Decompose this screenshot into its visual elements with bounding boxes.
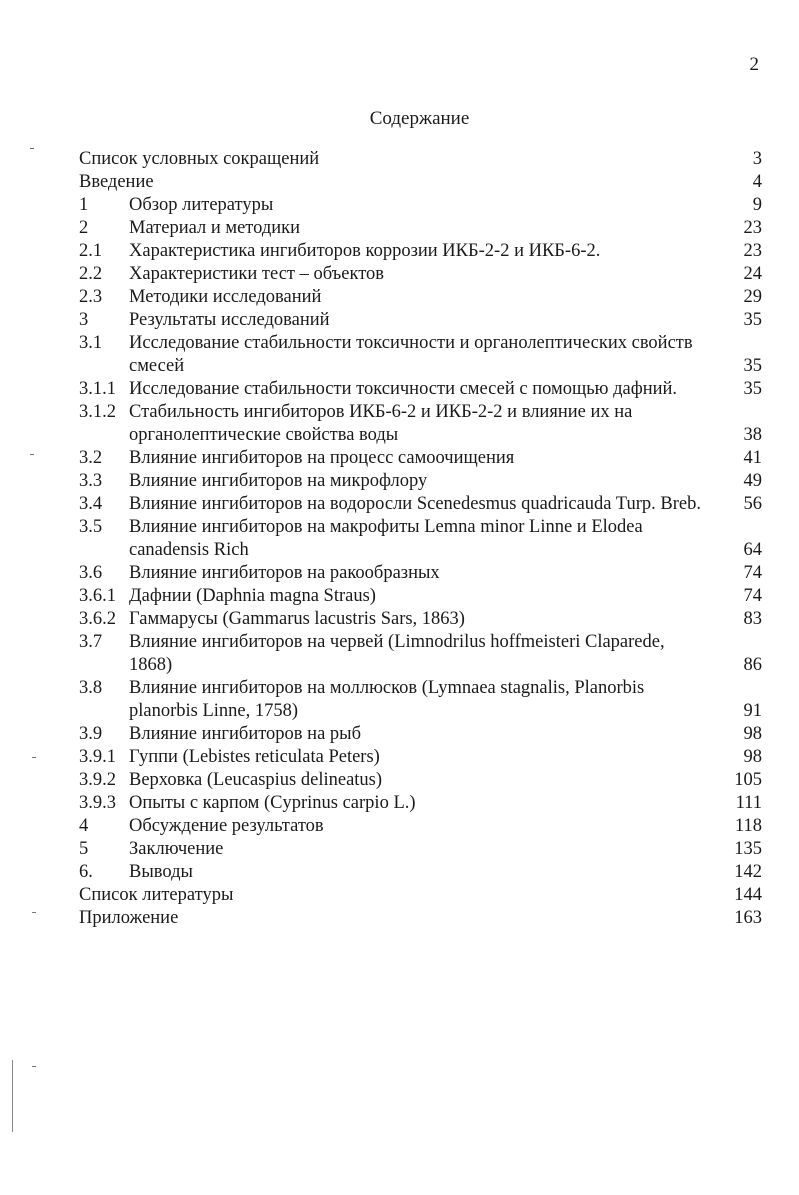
toc-entry-title: Характеристика ингибиторов коррозии ИКБ-2-2 и ИКБ-6-2.	[129, 241, 601, 261]
table-of-contents	[79, 148, 762, 930]
toc-entry	[79, 217, 762, 240]
toc-entry-page: 29	[743, 287, 762, 307]
toc-entry	[79, 447, 762, 470]
toc-entry-number: 3	[79, 310, 89, 330]
toc-entry	[79, 286, 762, 309]
toc-entry	[79, 631, 762, 677]
scan-mark	[30, 148, 34, 149]
toc-title: Содержание	[369, 108, 470, 129]
toc-entry-title: Характеристики тест – объектов	[129, 264, 385, 284]
toc-entry-number: 3.4	[79, 494, 103, 514]
toc-entry-title: Влияние ингибиторов на рыб	[129, 724, 361, 744]
toc-entry	[79, 401, 762, 447]
toc-entry-page: 142	[734, 862, 762, 882]
toc-entry	[79, 769, 762, 792]
toc-entry-title: Влияние ингибиторов на ракообразных	[129, 563, 440, 583]
toc-entry-title: Выводы	[129, 862, 193, 882]
toc-entry	[79, 171, 762, 194]
toc-entry-title: Введение	[79, 172, 154, 192]
toc-entry-number: 3.3	[79, 471, 103, 491]
toc-entry	[79, 677, 762, 723]
toc-entry-number: 3.6.2	[79, 609, 116, 629]
toc-entry-page: 4	[752, 172, 762, 192]
toc-entry-title: Заключение	[129, 839, 224, 859]
scan-mark	[32, 1066, 36, 1067]
toc-entry-number: 1	[79, 195, 89, 215]
toc-entry-page: 38	[743, 425, 762, 445]
toc-entry	[79, 263, 762, 286]
toc-entry-number: 3.1.1	[79, 379, 116, 399]
toc-entry-title: Стабильность ингибиторов ИКБ-6-2 и ИКБ-2-2 и влияние их на органолептические свойства воды	[129, 402, 633, 445]
toc-entry	[79, 516, 762, 562]
toc-entry-page: 64	[743, 540, 762, 560]
toc-entry-title: Список литературы	[79, 885, 234, 905]
toc-entry-number: 2	[79, 218, 89, 238]
toc-entry-number: 4	[79, 816, 89, 836]
toc-entry-title: Гуппи (Lebistes reticulata Peters)	[129, 747, 380, 767]
toc-entry-number: 3.1.2	[79, 402, 116, 422]
toc-entry	[79, 585, 762, 608]
toc-entry-title: Верховка (Leucaspius delineatus)	[129, 770, 383, 790]
toc-entry-page: 91	[743, 701, 762, 721]
toc-entry-title: Результаты исследований	[129, 310, 330, 330]
toc-entry	[79, 792, 762, 815]
toc-entry	[79, 194, 762, 217]
toc-entry-page: 83	[743, 609, 762, 629]
toc-entry-page: 105	[734, 770, 762, 790]
toc-entry-number: 3.8	[79, 678, 103, 698]
toc-entry-page: 3	[752, 149, 762, 169]
toc-entry-page: 23	[743, 241, 762, 261]
toc-entry-page: 144	[734, 885, 762, 905]
toc-entry-title: Обсуждение результатов	[129, 816, 324, 836]
toc-entry-number: 2.3	[79, 287, 103, 307]
toc-entry	[79, 815, 762, 838]
toc-entry-page: 49	[743, 471, 762, 491]
scan-edge-line	[12, 1060, 13, 1132]
toc-entry	[79, 493, 762, 516]
toc-entry-number: 3.1	[79, 333, 103, 353]
toc-entry-title: Дафнии (Daphnia magna Straus)	[129, 586, 376, 606]
toc-entry-number: 3.7	[79, 632, 103, 652]
toc-entry-title: Материал и методики	[129, 218, 301, 238]
toc-entry-page: 111	[735, 793, 762, 813]
toc-entry-title: Список условных сокращений	[79, 149, 320, 169]
toc-entry	[79, 148, 762, 171]
page-number: 2	[749, 54, 759, 75]
toc-entry-page: 56	[743, 494, 762, 514]
toc-entry-title: Методики исследований	[129, 287, 322, 307]
toc-entry	[79, 332, 762, 378]
toc-entry-number: 3.9.3	[79, 793, 116, 813]
toc-entry-title: Опыты с карпом (Cyprinus carpio L.)	[129, 793, 416, 813]
toc-entry-title: Влияние ингибиторов на микрофлору	[129, 471, 428, 491]
toc-entry-title: Приложение	[79, 908, 179, 928]
toc-entry	[79, 378, 762, 401]
toc-entry-number: 3.5	[79, 517, 103, 537]
toc-entry-page: 135	[734, 839, 762, 859]
toc-entry	[79, 608, 762, 631]
toc-entry-number: 3.6	[79, 563, 103, 583]
toc-entry	[79, 746, 762, 769]
toc-entry-title: Влияние ингибиторов на червей (Limnodrilus hoffmeisteri Claparede, 1868)	[129, 632, 665, 675]
toc-entry-page: 35	[743, 310, 762, 330]
toc-entry-number: 5	[79, 839, 89, 859]
toc-entry	[79, 861, 762, 884]
toc-entry	[79, 562, 762, 585]
toc-entry-title: Исследование стабильности токсичности смесей с помощью дафний.	[129, 379, 678, 399]
toc-entry-title: Гаммарусы (Gammarus lacustris Sars, 1863)	[129, 609, 465, 629]
toc-entry-page: 35	[743, 379, 762, 399]
toc-entry	[79, 309, 762, 332]
toc-entry-title: Влияние ингибиторов на процесс самоочищения	[129, 448, 515, 468]
toc-entry-number: 6.	[79, 862, 93, 882]
toc-entry-page: 23	[743, 218, 762, 238]
scan-mark	[32, 912, 36, 913]
toc-entry-number: 3.2	[79, 448, 103, 468]
toc-entry-title: Влияние ингибиторов на моллюсков (Lymnaea stagnalis, Planorbis planorbis Linne, 1758)	[129, 678, 645, 721]
toc-entry-number: 3.9	[79, 724, 103, 744]
toc-entry	[79, 884, 762, 907]
toc-entry-title: Обзор литературы	[129, 195, 274, 215]
toc-entry-number: 2.2	[79, 264, 103, 284]
toc-entry-page: 86	[743, 655, 762, 675]
toc-entry-number: 2.1	[79, 241, 103, 261]
toc-entry-title: Влияние ингибиторов на водоросли Scenedesmus quadricauda Turp. Breb.	[129, 494, 701, 514]
toc-entry	[79, 240, 762, 263]
toc-entry-page: 98	[743, 724, 762, 744]
toc-entry-number: 3.9.2	[79, 770, 116, 790]
toc-entry-page: 9	[752, 195, 762, 215]
toc-entry-page: 163	[734, 908, 762, 928]
toc-entry-page: 41	[743, 448, 762, 468]
toc-entry	[79, 907, 762, 930]
scan-mark	[32, 757, 36, 758]
toc-entry-number: 3.9.1	[79, 747, 116, 767]
toc-entry	[79, 838, 762, 861]
toc-entry-page: 98	[743, 747, 762, 767]
toc-entry	[79, 723, 762, 746]
toc-entry-page: 24	[743, 264, 762, 284]
scan-mark	[30, 454, 34, 455]
toc-entry-page: 35	[743, 356, 762, 376]
toc-entry-page: 74	[743, 586, 762, 606]
toc-entry-page: 118	[734, 816, 762, 836]
toc-entry-number: 3.6.1	[79, 586, 116, 606]
toc-entry-page: 74	[743, 563, 762, 583]
toc-entry-title: Исследование стабильности токсичности и органолептических свойств смесей	[129, 333, 693, 376]
toc-entry-title: Влияние ингибиторов на макрофиты Lemna minor Linne и Elodea canadensis Rich	[129, 517, 643, 560]
toc-entry	[79, 470, 762, 493]
